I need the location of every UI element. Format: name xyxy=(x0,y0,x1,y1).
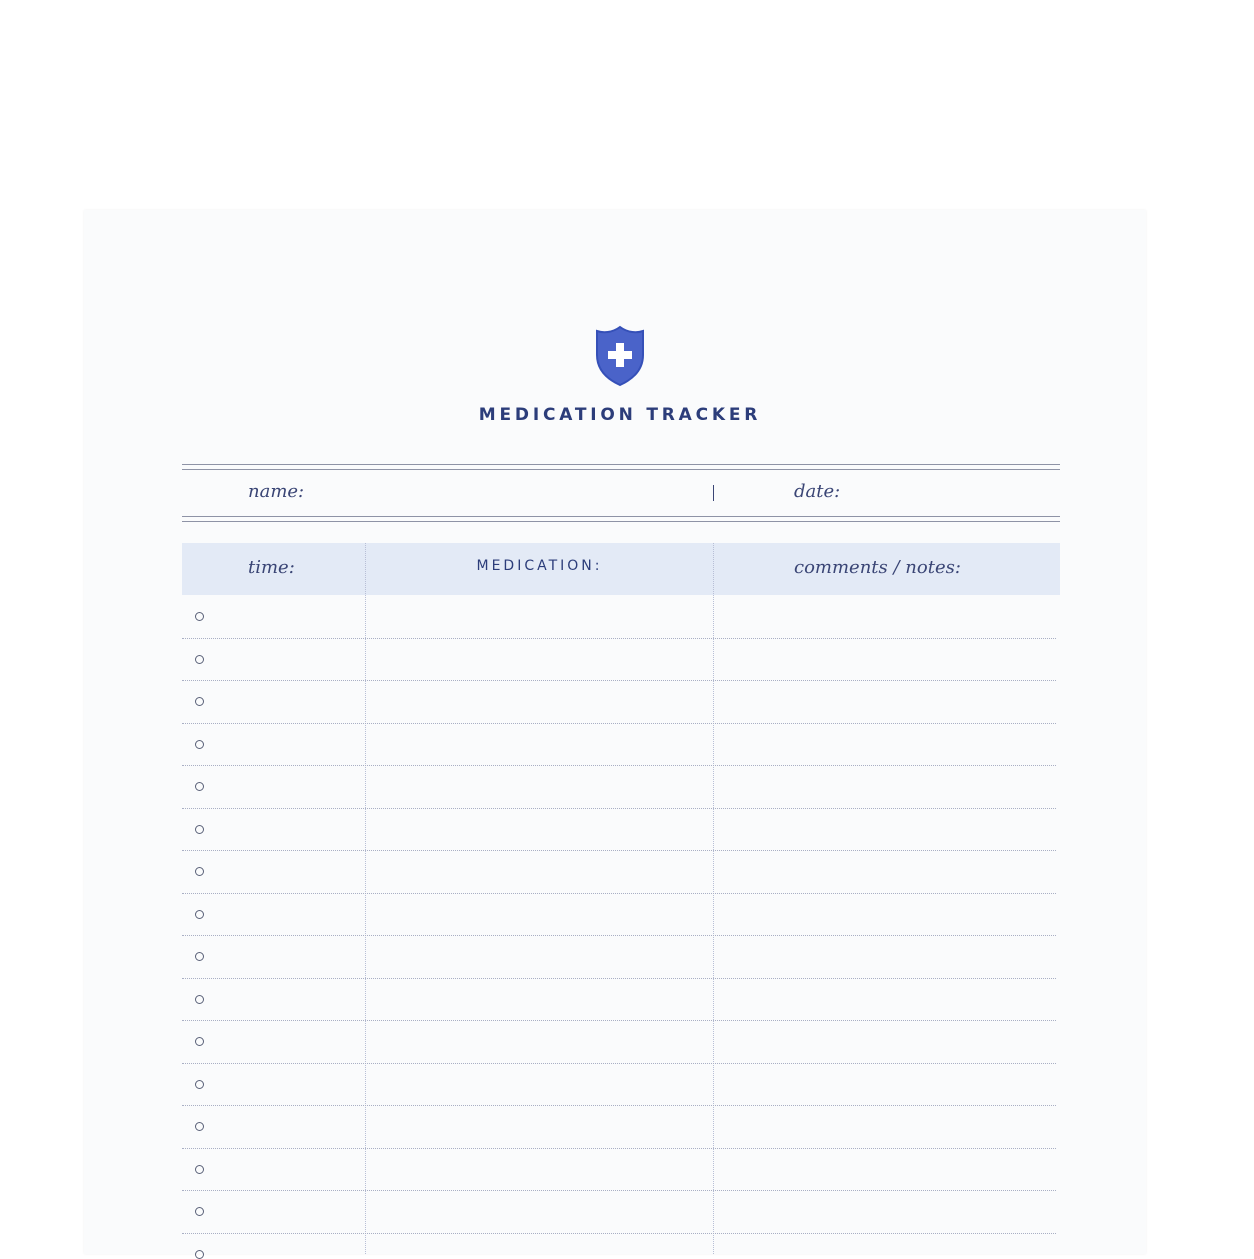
row-checkbox[interactable] xyxy=(195,825,204,834)
row-line xyxy=(182,638,1056,639)
name-date-separator xyxy=(713,485,714,501)
row-line xyxy=(182,765,1056,766)
row-line xyxy=(182,1020,1056,1021)
row-checkbox[interactable] xyxy=(195,1165,204,1174)
row-line xyxy=(182,1148,1056,1149)
row-line xyxy=(182,723,1056,724)
row-line xyxy=(182,1190,1056,1191)
row-checkbox[interactable] xyxy=(195,655,204,664)
row-checkbox[interactable] xyxy=(195,1122,204,1131)
row-checkbox[interactable] xyxy=(195,697,204,706)
medication-header: MEDICATION: xyxy=(476,558,603,574)
comments-header: comments / notes: xyxy=(794,557,961,578)
row-line xyxy=(182,850,1056,851)
row-checkbox[interactable] xyxy=(195,910,204,919)
top-rule-1 xyxy=(182,464,1060,465)
row-line xyxy=(182,680,1056,681)
row-line xyxy=(182,1063,1056,1064)
bottom-rule-1 xyxy=(182,516,1060,517)
name-label: name: xyxy=(248,481,305,502)
row-line xyxy=(182,935,1056,936)
row-line xyxy=(182,893,1056,894)
row-checkbox[interactable] xyxy=(195,1037,204,1046)
row-checkbox[interactable] xyxy=(195,867,204,876)
row-line xyxy=(182,1233,1056,1234)
row-checkbox[interactable] xyxy=(195,612,204,621)
row-checkbox[interactable] xyxy=(195,1080,204,1089)
row-checkbox[interactable] xyxy=(195,782,204,791)
row-checkbox[interactable] xyxy=(195,740,204,749)
time-header: time: xyxy=(248,557,295,578)
row-line xyxy=(182,978,1056,979)
row-checkbox[interactable] xyxy=(195,995,204,1004)
row-line xyxy=(182,1105,1056,1106)
shield-cross-icon xyxy=(595,325,645,387)
page-title: MEDICATION TRACKER xyxy=(478,405,762,425)
row-checkbox[interactable] xyxy=(195,1250,204,1259)
row-checkbox[interactable] xyxy=(195,952,204,961)
date-label: date: xyxy=(794,481,841,502)
row-checkbox[interactable] xyxy=(195,1207,204,1216)
top-rule-2 xyxy=(182,469,1060,470)
row-line xyxy=(182,808,1056,809)
bottom-rule-2 xyxy=(182,521,1060,522)
